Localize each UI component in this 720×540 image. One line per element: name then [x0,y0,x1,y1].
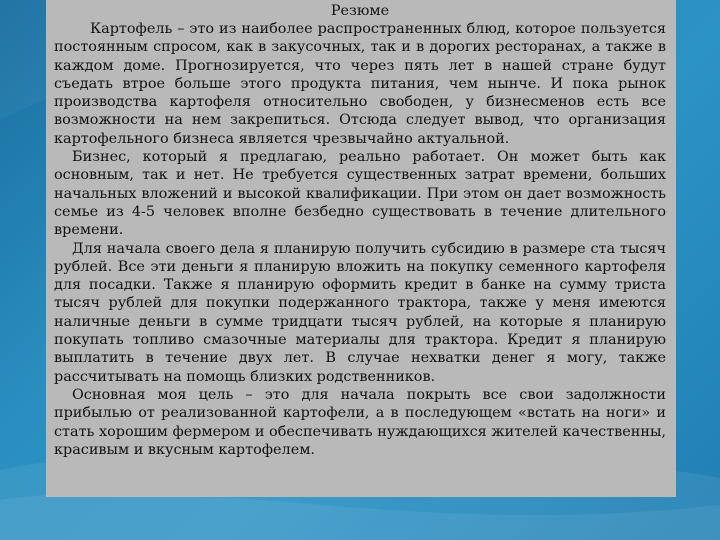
paragraph-intro: Картофель – это из наиболее распространенных блюд, которое пользуется постоянным спросом, как в закусочных, так и в дорогих ресторанах, а также в каждом доме. Прогнозируется, что через пять лет в нашей стране будут съедать втрое больше этого продукта питания, чем нынче. И пока рынок производства картофеля относительно свободен, у бизнесменов есть все возможности на нем закрепиться. Отсюда следует вывод, что организация картофельного бизнеса является чрезвычайно актуальной. [54,21,666,147]
summary-text-panel [46,0,676,497]
paragraph-financing: Для начала своего дела я планирую получить субсидию в размере ста тысяч рублей. Все эти деньги я планирую вложить на покупку семенного картофеля для посадки. Также я планирую оформить кредит в банке на сумму триста тысяч рублей для покупки подержанного трактора, также у меня имеются наличные деньги в сумме тридцати тысяч рублей, на которые я планирую покупать топливо смазочные материалы для трактора. Кредит я планирую выплатить в течение двух лет. В случае нехватки денег я могу, также рассчитывать на помощь близких родственников. [54,240,666,385]
paragraph-goal: Основная моя цель – это для начала покрыть все свои задолжности прибылью от реализованной картофели, а в последующем «встать на ноги» и стать хорошим фермером и обеспечивать нуждающихся жителей качественны, красивым и вкусным картофелем. [54,386,666,458]
paragraph-business: Бизнес, который я предлагаю, реально работает. Он может быть как основным, так и нет. Не требуется существенных затрат времени, больших начальных вложений и высокой квалификации. При этом он дает возможность семье из 4-5 человек вполне безбедно существовать в течение длительного времени. [54,149,666,239]
slide-title: Резюме [330,3,390,19]
